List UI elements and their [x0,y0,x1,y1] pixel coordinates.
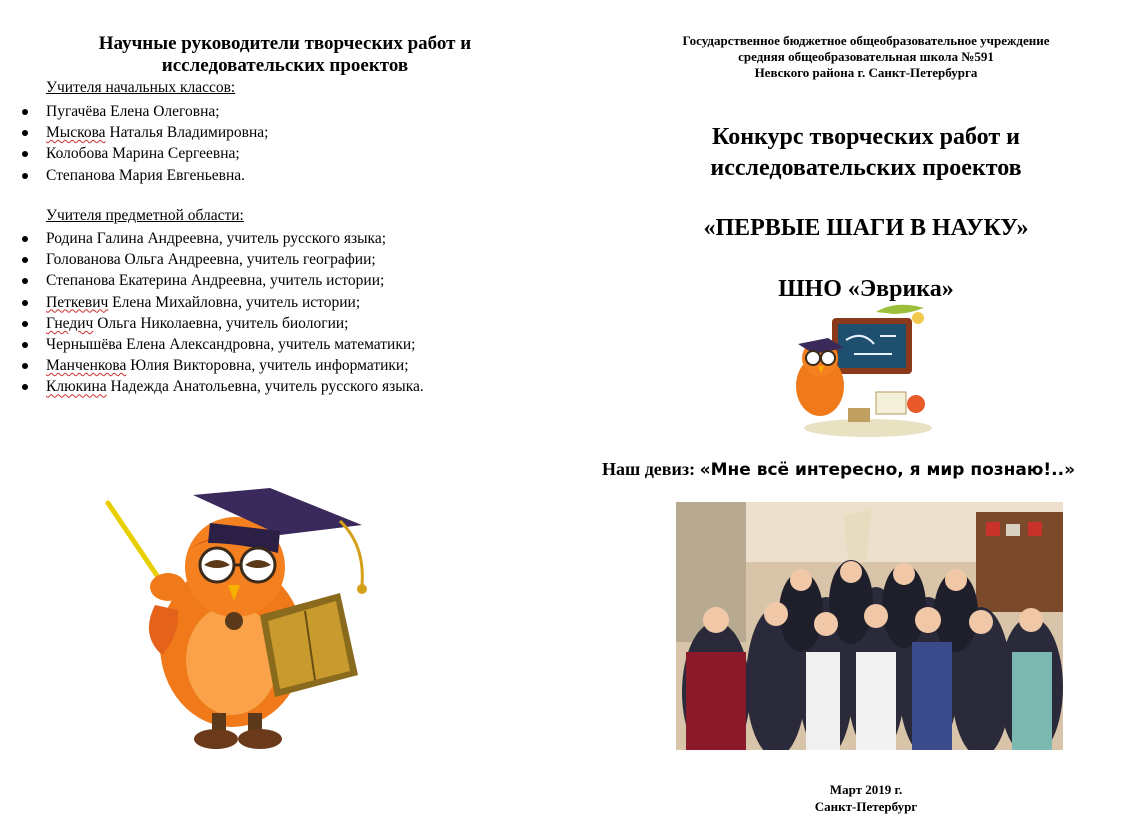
leaflet-right-panel [578,0,1147,821]
contest-title-line-1: Конкурс творческих работ и [712,124,1020,150]
teacher-details: Ольга Андреевна, учитель географии; [120,251,376,269]
contest-theme: «ПЕРВЫЕ ШАГИ В НАУКУ» [703,215,1029,241]
teacher-surname: Родина [46,230,93,247]
teacher-surname: Гнедич [46,314,94,332]
primary-teacher-item [0,143,268,164]
teacher-details: Галина Андреевна, учитель русского языка; [92,230,387,247]
school-name-block [578,33,1147,81]
primary-teacher-item [0,101,268,122]
city: Санкт-Петербург [814,799,918,814]
teacher-surname: Чернышёва [46,336,123,354]
subject-teacher-item [0,313,424,334]
teacher-details: Елена Михайловна, учитель истории; [108,293,361,311]
owl-with-book-illustration [100,485,380,760]
primary-teachers-list [0,101,268,186]
contest-title-line-2: исследовательских проектов [710,155,1022,181]
school-name-line-3: Невского района г. Санкт-Петербурга [754,65,978,80]
school-name-line-2: средняя общеобразовательная школа №591 [738,49,994,64]
contest-title [578,122,1147,184]
subject-teacher-item [0,355,424,376]
date-block [578,781,1147,815]
teacher-surname: Колобова [46,145,109,163]
teacher-surname: Степанова [46,272,116,290]
teacher-details: Елена Олеговна; [106,103,220,120]
motto [602,459,1147,480]
teacher-details: Екатерина Андреевна, учитель истории; [115,272,385,290]
group-photo [676,502,1063,750]
teacher-surname: Голованова [46,251,121,269]
subject-teacher-item [0,334,424,355]
teacher-details: Ольга Николаевна, учитель биологии; [93,314,349,332]
teacher-surname: Петкевич [46,293,109,311]
subject-teacher-item [0,228,424,249]
owl-at-blackboard-illustration [784,300,944,445]
subject-teachers-heading: Учителя предметной области: [46,207,244,224]
motto-text: «Мне всё интересно, я мир познаю!..» [699,460,1076,480]
subject-teacher-item [0,270,424,291]
primary-teacher-item [0,122,268,143]
subject-teacher-item [0,376,424,397]
primary-teachers-heading: Учителя начальных классов: [46,79,236,96]
teacher-surname: Степанова [46,166,116,184]
teacher-surname: Клюкина [46,378,107,396]
club-name: ШНО «Эврика» [778,276,954,302]
subject-teacher-item [0,249,424,270]
teacher-details: Марина Сергеевна; [108,145,240,163]
teacher-surname: Мыскова [46,124,106,142]
teacher-details: Елена Александровна, учитель математики; [122,336,416,354]
primary-teacher-item [0,165,268,186]
leaflet-left-panel [0,0,570,821]
date: Март 2019 г. [829,782,903,797]
school-name-line-1: Государственное бюджетное общеобразовательное учреждение [682,33,1050,48]
subject-teacher-item [0,292,424,313]
teacher-details: Надежда Анатольевна, учитель русского языка. [106,378,424,396]
teacher-surname: Манченкова [46,357,127,375]
supervisors-title: Научные руководители творческих работ и исследовательских проектов [98,33,472,76]
teacher-details: Юлия Викторовна, учитель информатики; [126,357,409,375]
teacher-details: Наталья Владимировна; [105,124,269,142]
subject-teachers-list [0,228,424,398]
teacher-surname: Пугачёва [46,103,107,120]
motto-label: Наш девиз: [602,459,700,479]
teacher-details: Мария Евгеньевна. [115,166,246,184]
